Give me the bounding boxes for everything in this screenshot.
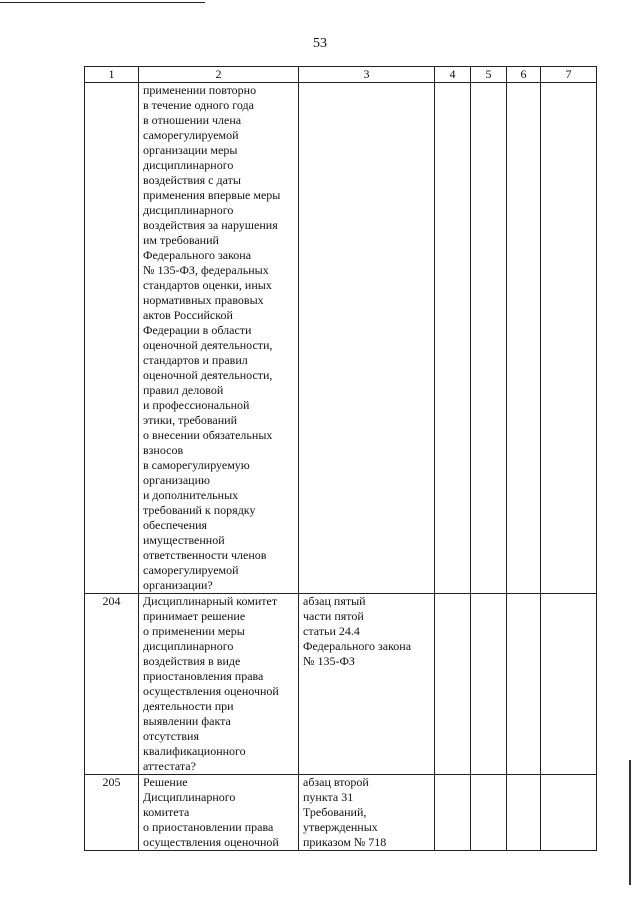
question-cell: применении повторно в течение одного года в отношении члена саморегулируемой организации меры дисциплинарного воздействия с даты применения впервые меры дисциплинарного воздействия за нарушения им требований Федерального закона № 135-ФЗ, федеральных стандартов оценки, иных нормативных правовых актов Российской Федерации в области оценочной деятельности, стандартов и правил оценочной деятельности, правил деловой и профессиональной этики, требований о внесении обязательных взносов в саморегулируемую организацию и дополнительных требований к порядку обеспечения имущественной ответственности членов саморегулируемой организации? — [139, 83, 299, 594]
row-number: 204 — [85, 594, 139, 775]
empty-cell — [435, 83, 471, 594]
row-number: 205 — [85, 775, 139, 851]
header-col-4: 4 — [435, 67, 471, 83]
reference-cell — [299, 83, 435, 594]
header-row — [85, 67, 597, 83]
reference-cell: абзац пятый части пятой статьи 24.4 Федерального закона № 135-ФЗ — [299, 594, 435, 775]
empty-cell — [435, 594, 471, 775]
empty-cell — [507, 775, 541, 851]
empty-cell — [507, 83, 541, 594]
empty-cell — [471, 83, 507, 594]
table-row — [85, 594, 597, 775]
reference-cell: абзац второй пункта 31 Требований, утвержденных приказом № 718 — [299, 775, 435, 851]
scan-edge-line — [629, 760, 631, 885]
table-row — [85, 775, 597, 851]
header-col-3: 3 — [299, 67, 435, 83]
empty-cell — [507, 594, 541, 775]
empty-cell — [541, 594, 597, 775]
empty-cell — [435, 775, 471, 851]
header-col-2: 2 — [139, 67, 299, 83]
header-col-7: 7 — [541, 67, 597, 83]
row-number — [85, 83, 139, 594]
top-rule — [0, 2, 205, 3]
question-cell: Дисциплинарный комитет принимает решение о применении меры дисциплинарного воздействия в виде приостановления права осуществления оценочной деятельности при выявлении факта отсутствия квалификационного аттестата? — [139, 594, 299, 775]
empty-cell — [471, 775, 507, 851]
header-col-1: 1 — [85, 67, 139, 83]
empty-cell — [541, 83, 597, 594]
header-col-6: 6 — [507, 67, 541, 83]
header-col-5: 5 — [471, 67, 507, 83]
checklist-table — [84, 66, 597, 851]
table-row — [85, 83, 597, 594]
empty-cell — [541, 775, 597, 851]
empty-cell — [471, 594, 507, 775]
page-number: 53 — [313, 36, 327, 51]
question-cell: Решение Дисциплинарного комитета о приостановлении права осуществления оценочной — [139, 775, 299, 851]
